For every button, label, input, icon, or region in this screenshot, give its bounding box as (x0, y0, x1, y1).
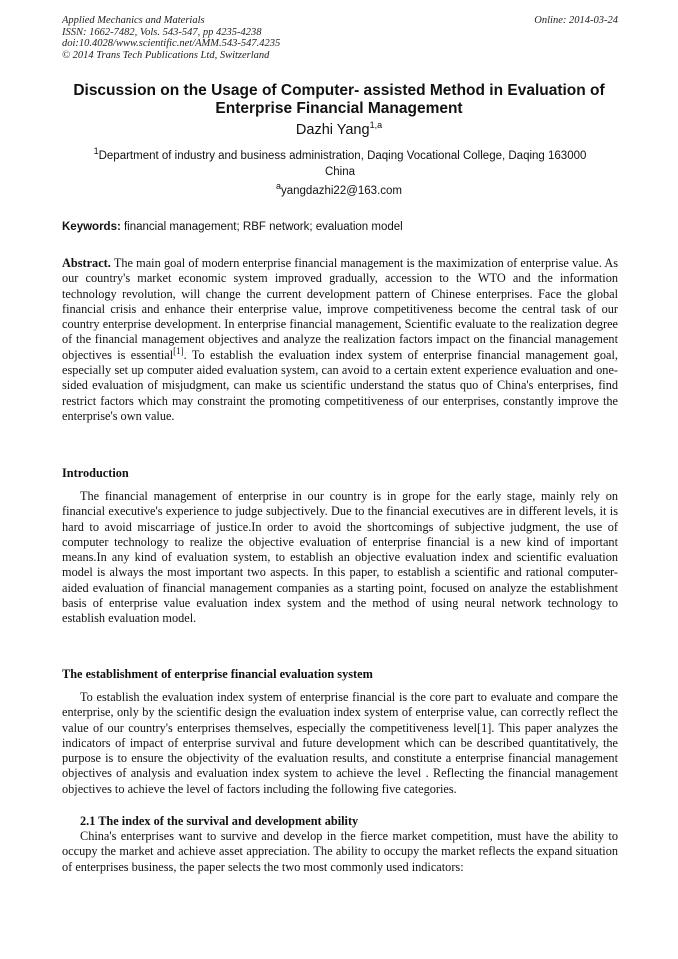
introduction-heading: Introduction (62, 466, 129, 480)
keywords (62, 221, 618, 233)
issn-line: ISSN: 1662-7482, Vols. 543-547, pp 4235-4238 (62, 26, 262, 38)
email-superscript: a (275, 181, 281, 192)
author-name: Dazhi Yang (295, 122, 370, 138)
affiliation-superscript: 1 (93, 146, 99, 157)
establishment-paragraph: To establish the evaluation index system of enterprise financial is the core part to evaluate and compare the enterprise, only by the scientific design the evaluation index system of enterprise value, can correctly reflect the value of our country's enterprises themselves, especially the competitiveness level[1]. This paper analyzes the indicators of impact of enterprise survival and future development which can be described quantitatively, the purpose is to ensure the objectivity of the evaluation results, and constitute a enterprise financial management objectives of analysis and evaluation index system to achieve the level . Reflecting the financial management objectives to achieve the level of factors including the following five categories. (62, 690, 618, 796)
online-date: Online: 2014-03-24 (534, 15, 618, 26)
introduction-paragraph: The financial management of enterprise in our country is in grope for the early stage, mainly rely on financial executive's experience to judge subjectively. Due to the financial executives are in different levels, it is hard to avoid miscarriage of justice.In order to avoid the shortcomings of subjective judgment, the use of computer technology to realize the objective evaluation of enterprise financial is a new kind of important means.In any kind of evaluation system, to establish an objective evaluation index and scientific evaluation model is always the most important two aspects. In this paper, to establish a scientific and rational computer-aided evaluation of financial management companies as a starting point, focused on analyze the establishment basis of enterprise value evaluation index system and the method of using neural network technology to establish evaluation model. (62, 489, 618, 626)
journal-header (62, 15, 618, 61)
paper-title (40, 82, 638, 118)
affiliation-line-1: Department of industry and business administration, Daqing Vocational College, Daqing 163000 (98, 150, 587, 162)
author-line (0, 122, 678, 138)
keywords-text: financial management; RBF network; evaluation model (120, 221, 403, 233)
establishment-heading: The establishment of enterprise financial evaluation system (62, 667, 373, 681)
affiliation-line-2: China (324, 165, 356, 178)
journal-name: Applied Mechanics and Materials (62, 15, 205, 26)
title-line-1: Discussion on the Usage of Computer- assisted Method in Evaluation of (73, 82, 605, 99)
author-superscript: 1,a (369, 120, 383, 131)
keywords-label: Keywords: (62, 221, 121, 233)
affiliation (62, 146, 618, 180)
abstract (62, 256, 618, 424)
abstract-reference: [1] (173, 345, 184, 356)
abstract-label: Abstract. (62, 256, 111, 270)
copyright-line: © 2014 Trans Tech Publications Ltd, Switzerland (62, 49, 270, 61)
abstract-text-1: The main goal of modern enterprise financial management is the maximization of enterprise value. As our country's market economic system improved gradually, accession to the WTO and the information technology revolution, will change the current development pattern of Chinese enterprises. Face the global financial crisis and enhance their enterprise value, improve competitiveness become the central task of our country enterprise development. In enterprise financial management, Scientific evaluate to the realization degree of the financial management objectives and analyze the realization factors impact on the financial management objectives is essential (62, 256, 618, 362)
doi-line: doi:10.4028/www.scientific.net/AMM.543-547.4235 (62, 38, 281, 49)
title-line-2: Enterprise Financial Management (215, 100, 463, 117)
email-line (0, 181, 678, 197)
author-email: yangdazhi22@163.com (281, 185, 403, 197)
abstract-text-2: . To establish the evaluation index system of enterprise financial management goal, especially set up computer aided evaluation system, can avoid to a certain extent experience evaluation and one-sided evaluation of misjudgment, can make us scientific understand the status quo of China's enterprises, find restrict factors which may constraint the promoting competitiveness of our enterprises, constantly improve the enterprise's own value. (62, 347, 618, 423)
section-2-1-paragraph: China's enterprises want to survive and develop in the fierce market competition, must have the ability to occupy the market and achieve asset appreciation. The ability to occupy the market reflects the expand situation of enterprises business, the paper selects the two most commonly used indicators: (62, 829, 618, 874)
section-2-1-heading: 2.1 The index of the survival and development ability (80, 814, 359, 828)
